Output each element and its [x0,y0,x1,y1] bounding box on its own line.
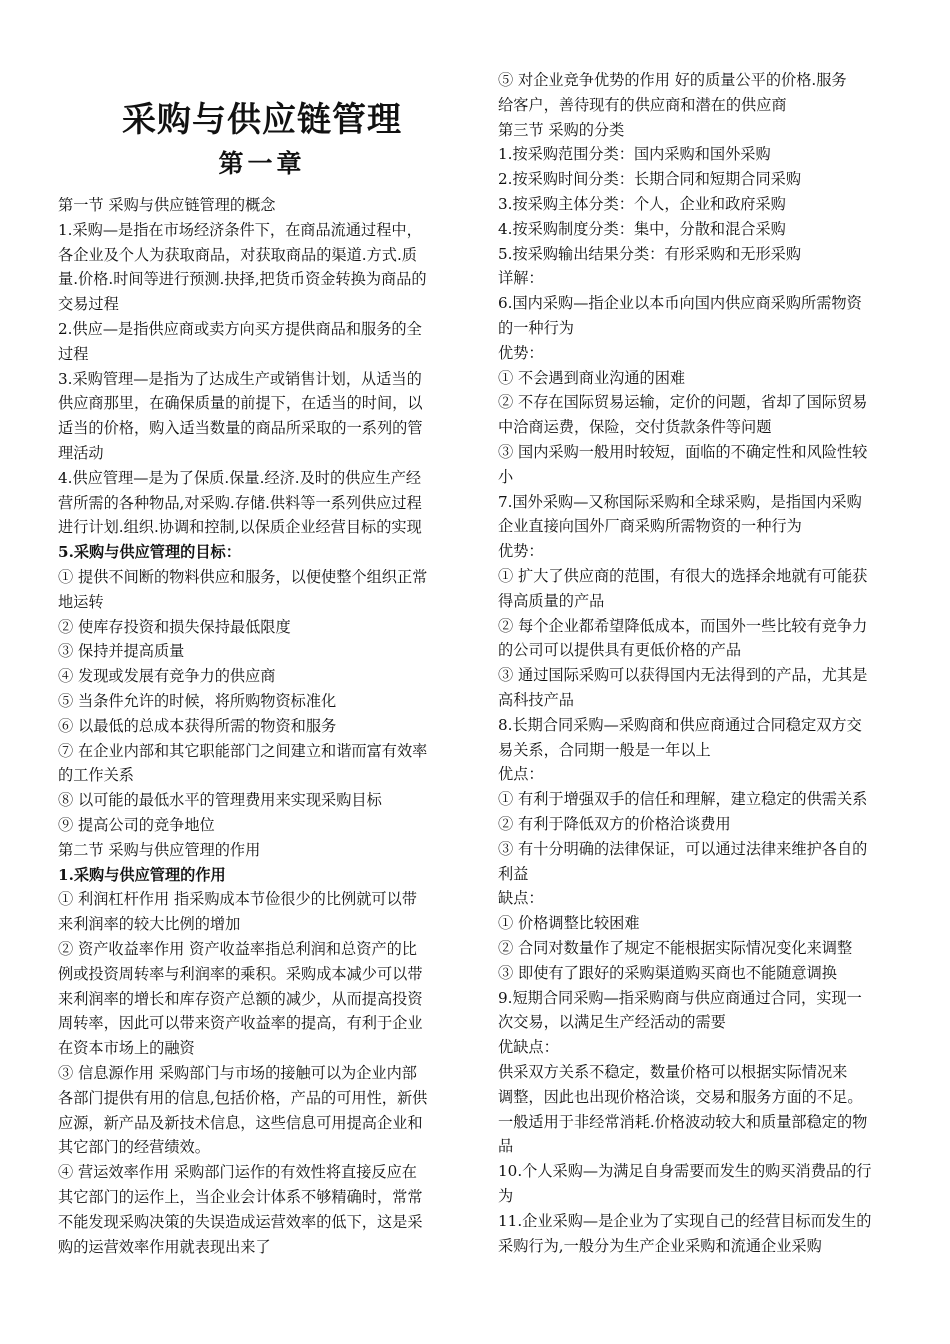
text-line: ① 提供不间断的物料供应和服务，以便使整个组织正常 [58,568,428,586]
text-line: 不能发现采购决策的失误造成运营效率的低下，这是采 [58,1212,423,1231]
text-line: 周转率，因此可以带来资产收益率的提高，有利于企业 [58,1014,423,1033]
text-line: 例或投资周转率与利润率的乘积。采购成本减少可以带 [58,964,423,983]
text-line: ⑥ 以最低的总成本获得所需的物资和服务 [58,716,337,735]
text-line: 第一节 采购与供应链管理的概念 [58,196,276,214]
text-line: ② 每个企业都希望降低成本，而国外一些比较有竞争力 [498,616,868,635]
text-line: ② 使库存投资和损失保持最低限度 [58,617,291,636]
text-line: ④ 营运效率作用 采购部门运作的有效性将直接反应在 [58,1163,417,1182]
text-line: 适当的价格，购入适当数量的商品所采取的一系列的管 [58,419,423,438]
text-line: 第三节 采购的分类 [498,120,625,139]
text-line: ② 不存在国际贸易运输，定价的问题，省却了国际贸易 [498,393,868,412]
text-line: ① 不会遇到商业沟通的困难 [498,368,686,387]
text-line: 购的运营效率作用就表现出来了 [58,1237,271,1256]
text-line: 采购行为,一般分为生产企业采购和流通企业采购 [498,1236,822,1255]
text-line: ③ 通过国际采购可以获得国内无法得到的产品，尤其是 [498,666,868,685]
text-line: 优缺点： [498,1038,559,1057]
text-line: 品 [498,1137,514,1156]
text-line: 进行计划.组织.协调和控制,以保质企业经营目标的实现 [58,518,422,537]
text-line: 交易过程 [58,295,119,314]
text-line: 2.供应—是指供应商或卖方向买方提供商品和服务的全 [58,320,422,338]
text-line: 理活动 [58,444,104,462]
text-line: 量.价格.时间等进行预测.抉择,把货币资金转换为商品的 [58,270,427,289]
text-line: 在资本市场上的融资 [58,1039,195,1058]
text-line: 小 [498,467,514,486]
text-line: ② 合同对数量作了规定不能根据实际情况变化来调整 [498,939,853,957]
text-line: ② 有利于降低双方的价格洽谈费用 [498,815,731,833]
text-line: 9.短期合同采购—指采购商与供应商通过合同，实现一 [498,988,862,1007]
text-line: 3.采购管理—是指为了达成生产或销售计划，从适当的 [58,369,422,388]
text-line: 1.按采购范围分类：国内采购和国外采购 [498,145,771,164]
text-line: 4.按采购制度分类：集中，分散和混合采购 [498,219,786,238]
text-line: 地运转 [58,592,104,611]
text-line: 的工作关系 [58,766,134,785]
text-line: 各部门提供有用的信息,包括价格，产品的可用性，新供 [58,1088,428,1107]
text-line: ② 资产收益率作用 资产收益率指总利润和总资产的比 [58,940,417,958]
text-line: 详解： [498,269,544,288]
text-line: ① 利润杠杆作用 指采购成本节俭很少的比例就可以带 [58,890,417,909]
text-line: 1.采购—是指在市场经济条件下，在商品流通过程中， [58,220,422,239]
text-line: 的一种行为 [498,319,574,337]
text-line: 一般适用于非经常消耗.价格波动较大和质量部稳定的物 [498,1112,868,1131]
text-line: ③ 保持并提高质量 [58,642,185,661]
text-line: ⑧ 以可能的最低水平的管理费用来实现采购目标 [58,791,382,810]
text-line: ⑤ 对企业竞争优势的作用 好的质量公平的价格.服务 [498,71,847,89]
text-line: 营所需的各种物品,对采购.存储.供料等一系列供应过程 [58,493,422,512]
section-heading-line: 5.采购与供应管理的目标： [58,543,241,562]
text-line: ③ 信息源作用 采购部门与市场的接触可以为企业内部 [58,1064,417,1082]
text-line: ⑤ 当条件允许的时候，将所购物资标准化 [58,692,337,710]
text-line: 得高质量的产品 [498,591,605,610]
document-title: 采购与供应链管理 [122,100,402,140]
text-line: 其它部门的运作上，当企业会计体系不够精确时，常常 [58,1188,423,1206]
text-line: 应源，新产品及新技术信息，这些信息可用提高企业和 [58,1113,423,1132]
text-line: 供采双方关系不稳定，数量价格可以根据实际情况来 [498,1063,848,1081]
text-line: 8.长期合同采购—采购商和供应商通过合同稳定双方交 [498,715,862,734]
text-line: 过程 [58,344,89,363]
text-line: 调整，因此也出现价格洽谈，交易和服务方面的不足。 [498,1087,863,1106]
text-line: 各企业及个人为获取商品，对获取商品的渠道.方式.质 [58,245,417,264]
text-line: 其它部门的经营绩效。 [58,1138,210,1157]
text-line: 企业直接向国外厂商采购所需物资的一种行为 [498,517,802,536]
text-line: 第二节 采购与供应管理的作用 [58,840,261,859]
section-heading-line: 1.采购与供应管理的作用 [58,865,226,884]
text-line: 缺点： [498,889,544,908]
text-line: 6.国内采购—指企业以本币向国内供应商采购所需物资 [498,294,862,313]
text-line: 给客户，善待现有的供应商和潜在的供应商 [498,95,787,114]
text-line: ③ 有十分明确的法律保证，可以通过法律来维护各自的 [498,839,868,858]
text-line: 来利润率的增长和库存资产总额的减少，从而提高投资 [58,989,423,1008]
text-line: 供应商那里，在确保质量的前提下，在适当的时间，以 [58,394,423,413]
text-line: ⑨ 提高公司的竞争地位 [58,816,215,834]
text-line: 10.个人采购—为满足自身需要而发生的购买消费品的行 [498,1162,872,1181]
text-line: 5.按采购输出结果分类：有形采购和无形采购 [498,244,802,263]
text-line: 中洽商运费，保险，交付货款条件等问题 [498,418,772,437]
text-line: 优势： [498,542,544,561]
text-line: 3.按采购主体分类：个人，企业和政府采购 [498,195,786,213]
text-line: 优势： [498,343,544,362]
text-line: ① 价格调整比较困难 [498,914,640,933]
text-line: 2.按采购时间分类：长期合同和短期合同采购 [498,170,802,189]
text-line: 11.企业采购—是企业为了实现自己的经营目标而发生的 [498,1211,872,1230]
text-line: ④ 发现或发展有竞争力的供应商 [58,667,276,686]
text-line: ③ 即使有了跟好的采购渠道购买商也不能随意调换 [498,963,837,982]
text-line: 次交易，以满足生产经活动的需要 [498,1013,726,1032]
text-line: 优点： [498,765,544,784]
text-line: 易关系，合同期一般是一年以上 [498,740,711,759]
text-line: 7.国外采购—又称国际采购和全球采购，是指国内采购 [498,492,862,511]
text-line: ③ 国内采购一般用时较短，面临的不确定性和风险性较 [498,443,868,461]
text-line: 的公司可以提供具有更低价格的产品 [498,641,741,660]
text-line: 来利润率的较大比例的增加 [58,915,241,934]
text-line: 为 [498,1187,514,1205]
text-line: 利益 [498,864,529,883]
text-line: ① 扩大了供应商的范围，有很大的选择余地就有可能获 [498,567,868,585]
chapter-heading: 第一章 [218,149,306,178]
text-line: ⑦ 在企业内部和其它职能部门之间建立和谐而富有效率 [58,741,428,760]
text-line: ① 有利于增强双手的信任和理解，建立稳定的供需关系 [498,790,868,809]
text-line: 高科技产品 [498,691,574,709]
text-line: 4.供应管理—是为了保质.保量.经济.及时的供应生产经 [58,468,422,487]
